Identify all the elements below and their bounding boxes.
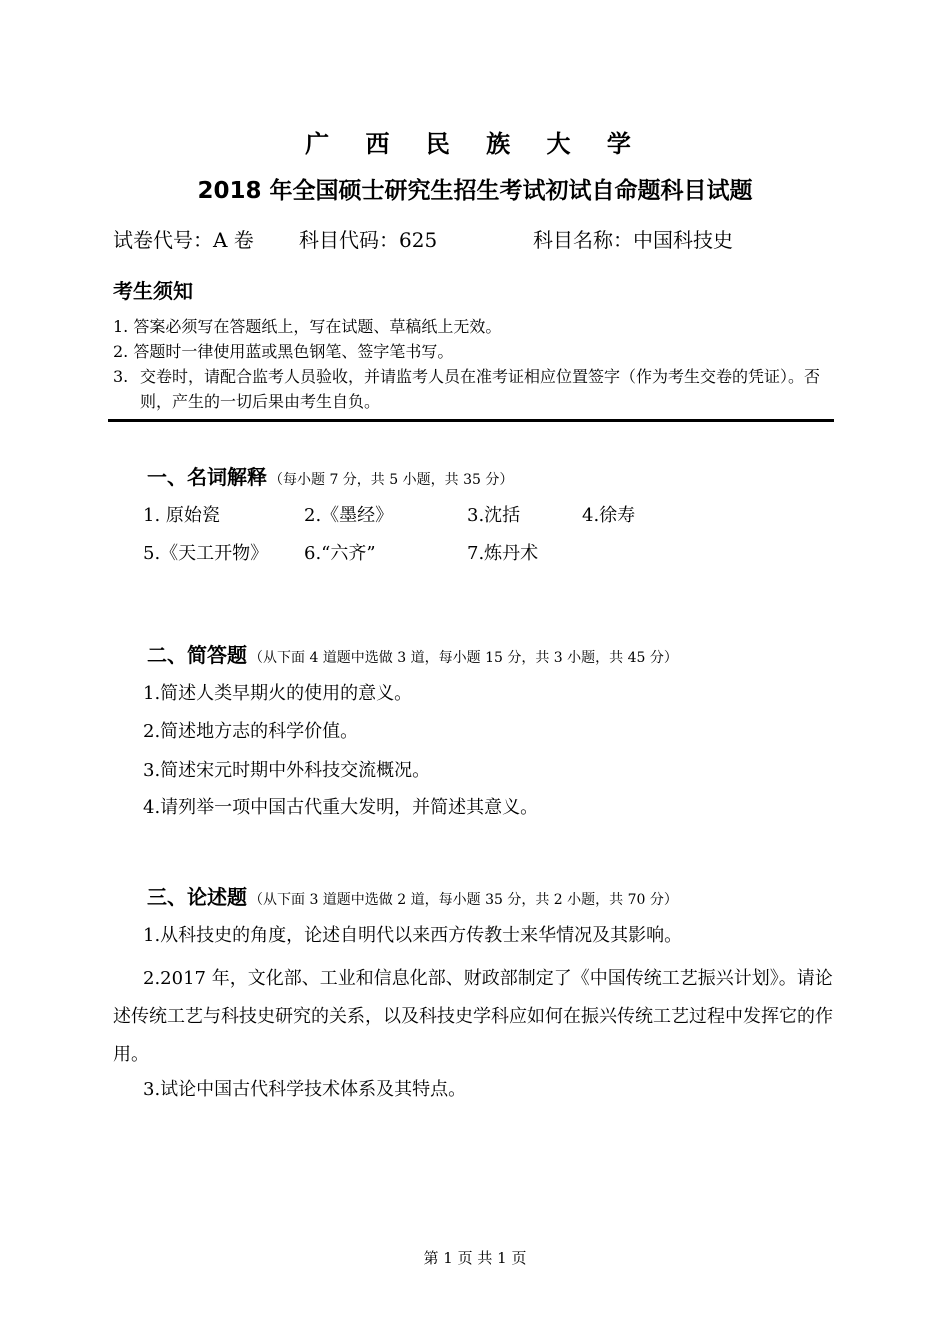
subject-code: 科目代码：625	[299, 228, 438, 252]
notice-heading: 考生须知	[113, 279, 193, 303]
section-title: 二、简答题	[147, 643, 247, 667]
question-item: 1.从科技史的角度，论述自明代以来西方传教士来华情况及其影响。	[143, 925, 683, 946]
question-item: 2.2017 年，文化部、工业和信息化部、财政部制定了《中国传统工艺振兴计划》。请论述传统工艺与科技史研究的关系，以及科技史学科应如何在振兴传统工艺过程中发挥它的作用。	[113, 968, 833, 1065]
section-note: （从下面 3 道题中选做 2 道，每小题 35 分，共 2 小题，共 70 分）	[249, 892, 678, 908]
university-name: 广 西 民 族 大 学	[305, 130, 645, 158]
term-item: 2.《墨经》	[304, 505, 394, 526]
subject-name: 科目名称：中国科技史	[533, 228, 733, 252]
notice-number: 3.	[113, 367, 129, 386]
section-note: （每小题 7 分，共 5 小题，共 35 分）	[269, 472, 514, 488]
notice-item	[113, 314, 501, 339]
notice-text: 答题时一律使用蓝或黑色钢笔、签字笔书写。	[133, 342, 454, 361]
question-item: 3.简述宋元时期中外科技交流概况。	[143, 760, 431, 781]
term-item: 1. 原始瓷	[143, 505, 220, 526]
section-title: 一、名词解释	[147, 465, 267, 489]
term-item: 3.沈括	[467, 505, 521, 526]
paper-code: 试卷代号：A 卷	[113, 228, 254, 252]
term-item: 7.炼丹术	[467, 543, 539, 564]
question-item: 4.请列举一项中国古代重大发明，并简述其意义。	[143, 797, 539, 818]
notice-text: 答案必须写在答题纸上，写在试题、草稿纸上无效。	[133, 317, 502, 336]
page-footer: 第 1 页 共 1 页	[423, 1249, 527, 1267]
section-note: （从下面 4 道题中选做 3 道，每小题 15 分，共 3 小题，共 45 分）	[249, 650, 678, 666]
term-item: 6.“六齐”	[304, 543, 376, 564]
section-heading	[147, 881, 678, 910]
notice-number: 2.	[113, 342, 129, 361]
term-item: 5.《天工开物》	[143, 543, 269, 564]
question-item: 2.简述地方志的科学价值。	[143, 721, 359, 742]
header-divider	[108, 419, 834, 422]
term-item: 4.徐寿	[582, 505, 636, 526]
section-title: 三、论述题	[147, 885, 247, 909]
question-item: 1.简述人类早期火的使用的意义。	[143, 683, 413, 704]
question-item: 3.试论中国古代科学技术体系及其特点。	[143, 1079, 467, 1100]
notice-item	[113, 364, 843, 414]
notice-text: 交卷时，请配合监考人员验收，并请监考人员在准考证相应位置签字（作为考生交卷的凭证）。否则，产生的一切后果由考生自负。	[140, 367, 821, 411]
notice-number: 1.	[113, 317, 129, 336]
exam-title: 2018 年全国硕士研究生招生考试初试自命题科目试题	[197, 178, 753, 204]
section-heading	[147, 639, 678, 668]
section-heading	[147, 461, 513, 490]
notice-item	[113, 339, 453, 364]
